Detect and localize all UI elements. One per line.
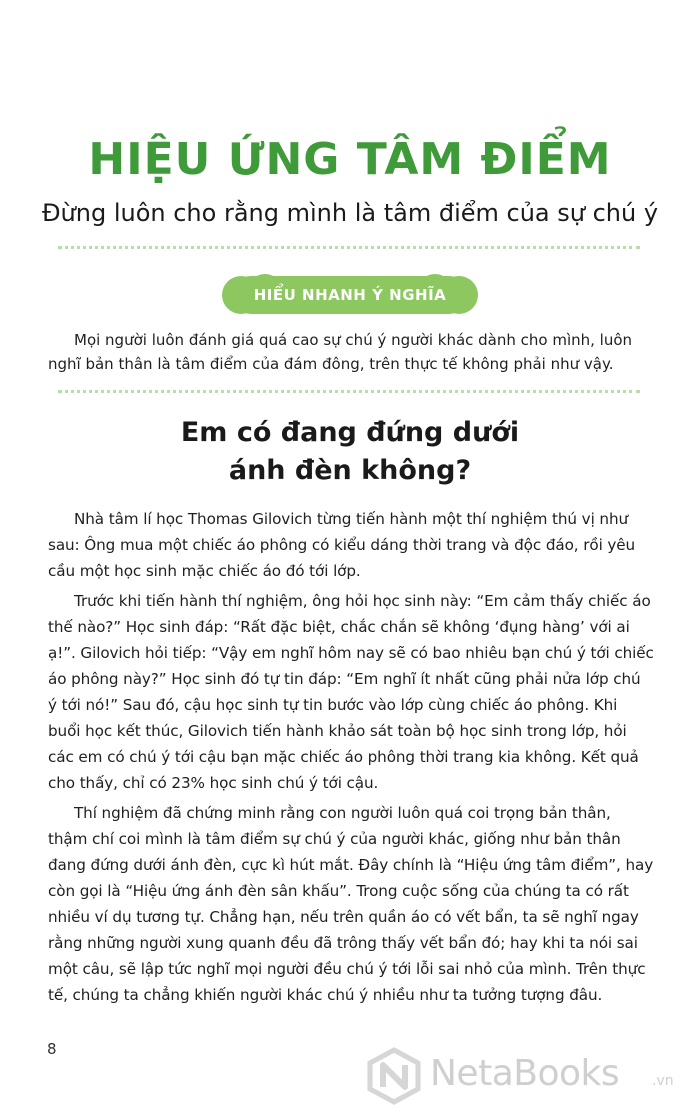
watermark-tld: .vn [652,1073,674,1089]
badge-label: HIỂU NHANH Ý NGHĨA [253,286,447,304]
page-title: HIỆU ỨNG TÂM ĐIỂM [88,134,612,185]
paragraph: Nhà tâm lí học Thomas Gilovich từng tiến hành một thí nghiệm thú vị như sau: Ông mua một chiếc áo phông có kiểu dáng thời trang và độc đáo, rồi yêu cầu một học sinh mặc chiếc áo đó tới lớp. [48,510,636,580]
heading-line-1: Em có đang đứng dưới [180,417,520,448]
heading-line-2: ánh đèn không? [228,455,472,486]
dotted-divider-bottom [58,390,640,393]
page-subtitle: Đừng luôn cho rằng mình là tâm điểm của sự chú ý [41,199,659,227]
dotted-divider-top [58,246,640,249]
paragraph: Thí nghiệm đã chứng minh rằng con người luôn quá coi trọng bản thân, thậm chí coi mình là tâm điểm sự chú ý của người khác, giống như bản thân đang đứng dưới ánh đèn, cực kì hút mắt. Đây chính là “Hiệu ứng tâm điểm”, hay còn gọi là “Hiệu ứng ánh đèn sân khấu”. Trong cuộc sống của chúng ta có rất nhiều ví dụ tương tự. Chẳng hạn, nếu trên quần áo có vết bẩn, ta sẽ nghĩ ngay rằng những người xung quanh đều đã trông thấy vết bẩn đó; hay khi ta nói sai một câu, sẽ lập tức nghĩ mọi người đều chú ý tới lỗi sai nhỏ của mình. Trên thực tế, chúng ta chẳng khiến người khác chú ý nhiều như ta tưởng tượng đâu. [48,804,654,1004]
page-number: 8 [47,1040,57,1058]
watermark-name: NetaBooks [430,1053,620,1094]
watermark [366,1047,686,1105]
section-heading [0,414,700,490]
paragraph: Trước khi tiến hành thí nghiệm, ông hỏi học sinh này: “Em cảm thấy chiếc áo thế nào?” Học sinh đáp: “Rất đặc biệt, chắc chắn sẽ không ‘đụng hàng’ với ai ạ!”. Gilovich hỏi tiếp: “Vậy em nghĩ hôm nay sẽ có bao nhiêu bạn chú ý tới chiếc áo phông này?” Học sinh đó tự tin đáp: “Em nghĩ ít nhất cũng phải nửa lớp chú ý tới nó!” Sau đó, cậu học sinh tự tin bước vào lớp cùng chiếc áo phông. Khi buổi học kết thúc, Gilovich tiến hành khảo sát toàn bộ học sinh trong lớp, hỏi các em có chú ý tới cậu bạn mặc chiếc áo phông thời trang kia không. Kết quả cho thấy, chỉ có 23% học sinh chú ý tới cậu. [48,592,654,792]
body-text [48,506,654,1012]
intro-text: Mọi người luôn đánh giá quá cao sự chú ý người khác dành cho mình, luôn nghĩ bản thân là tâm điểm của đám đông, trên thực tế không phải như vậy. [48,331,633,373]
section-badge [222,276,478,314]
netabooks-logo-icon [366,1047,422,1105]
